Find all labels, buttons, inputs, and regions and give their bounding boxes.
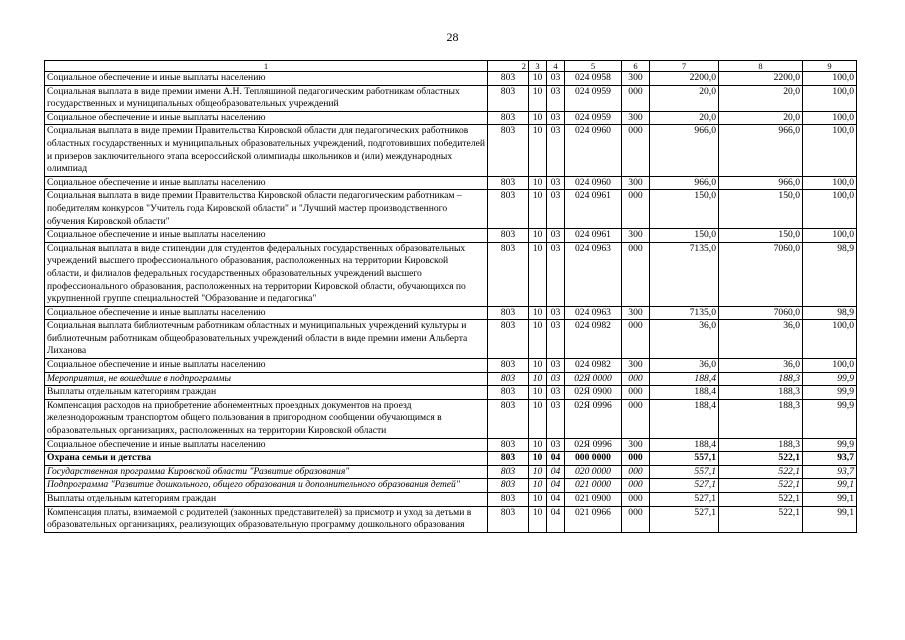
cell-name: Компенсация расходов на приобретение абонементных проездных документов на проезд железнодорожным транспортом общего пользования в пригородном сообщении обучающимся в образовательных организациях, расположенных на территории Кировской области — [45, 399, 488, 438]
cell-rz: 10 — [529, 399, 547, 438]
cell-rz: 10 — [529, 72, 547, 86]
table-row — [45, 506, 857, 532]
cell-percent: 98,9 — [803, 242, 857, 306]
cell-vr: 300 — [622, 176, 650, 190]
table-row — [45, 386, 857, 400]
cell-csr: 021 0900 — [565, 493, 622, 507]
cell-vr: 000 — [622, 190, 650, 229]
cell-percent: 100,0 — [803, 111, 857, 125]
cell-ved: 803 — [488, 242, 529, 306]
cell-rz: 10 — [529, 125, 547, 176]
cell-name: Социальная выплата в виде премии Правительства Кировской области для педагогических работников областных государственных и муниципальных образовательных учреждений, подготовивших победителей и призеров заключительного этапа всероссийской олимпиады школьников и (или) международных олимпиад — [45, 125, 488, 176]
cell-pr: 04 — [547, 493, 565, 507]
cell-percent: 98,9 — [803, 306, 857, 320]
cell-plan: 188,4 — [650, 386, 719, 400]
cell-pr: 03 — [547, 190, 565, 229]
cell-ved: 803 — [488, 85, 529, 111]
table-row — [45, 372, 857, 386]
cell-rz: 10 — [529, 85, 547, 111]
cell-pr: 03 — [547, 399, 565, 438]
cell-csr: 024 0963 — [565, 306, 622, 320]
cell-name: Социальная выплата в виде премии имени А.Н. Тепляшиной педагогическим работникам областных государственных и муниципальных общеобразовательных учреждений — [45, 85, 488, 111]
cell-vr: 300 — [622, 438, 650, 452]
cell-pr: 03 — [547, 111, 565, 125]
cell-plan: 188,4 — [650, 372, 719, 386]
table-row — [45, 359, 857, 373]
cell-fact: 522,1 — [719, 479, 803, 493]
cell-pr: 04 — [547, 465, 565, 479]
cell-vr: 000 — [622, 242, 650, 306]
cell-pr: 03 — [547, 242, 565, 306]
cell-rz: 10 — [529, 506, 547, 532]
cell-csr: 02Я 0000 — [565, 372, 622, 386]
cell-plan: 7135,0 — [650, 242, 719, 306]
cell-vr: 000 — [622, 479, 650, 493]
cell-percent: 99,9 — [803, 386, 857, 400]
cell-vr: 300 — [622, 306, 650, 320]
cell-fact: 966,0 — [719, 176, 803, 190]
header-cell: 4 — [547, 61, 565, 72]
page-number: 28 — [446, 30, 459, 44]
cell-name: Социальное обеспечение и иные выплаты населению — [45, 176, 488, 190]
cell-rz: 10 — [529, 438, 547, 452]
cell-csr: 000 0000 — [565, 452, 622, 466]
cell-pr: 03 — [547, 85, 565, 111]
cell-ved: 803 — [488, 372, 529, 386]
cell-plan: 188,4 — [650, 438, 719, 452]
cell-csr: 020 0000 — [565, 465, 622, 479]
cell-percent: 99,9 — [803, 372, 857, 386]
header-cell: 7 — [650, 61, 719, 72]
cell-plan: 150,0 — [650, 229, 719, 243]
cell-pr: 04 — [547, 479, 565, 493]
cell-pr: 03 — [547, 359, 565, 373]
cell-vr: 300 — [622, 72, 650, 86]
header-cell: 2 — [488, 61, 529, 72]
table-row — [45, 306, 857, 320]
cell-pr: 03 — [547, 72, 565, 86]
cell-pr: 03 — [547, 386, 565, 400]
cell-vr: 000 — [622, 399, 650, 438]
cell-fact: 522,1 — [719, 465, 803, 479]
cell-plan: 20,0 — [650, 111, 719, 125]
cell-csr: 02Я 0900 — [565, 386, 622, 400]
cell-fact: 7060,0 — [719, 306, 803, 320]
cell-pr: 04 — [547, 452, 565, 466]
cell-ved: 803 — [488, 506, 529, 532]
cell-ved: 803 — [488, 320, 529, 359]
cell-plan: 36,0 — [650, 359, 719, 373]
cell-name: Социальная выплата в виде стипендии для студентов федеральных государственных образовательных учреждений высшего профессионального образования, расположенных на территории Кировской области, и филиалов федеральных государственных образовательных учреждений высшего профессионального образования, расположенных на территории Кировской области, обучающихся по укрупненной группе специальностей "Образование и педагогика" — [45, 242, 488, 306]
cell-name: Социальное обеспечение и иные выплаты населению — [45, 229, 488, 243]
cell-csr: 024 0982 — [565, 359, 622, 373]
cell-name: Охрана семьи и детства — [45, 452, 488, 466]
cell-csr: 02Я 0996 — [565, 399, 622, 438]
cell-csr: 02Я 0996 — [565, 438, 622, 452]
cell-pr: 03 — [547, 176, 565, 190]
cell-percent: 93,7 — [803, 465, 857, 479]
table-row — [45, 125, 857, 176]
header-cell: 9 — [803, 61, 857, 72]
cell-fact: 36,0 — [719, 320, 803, 359]
cell-rz: 10 — [529, 242, 547, 306]
cell-rz: 10 — [529, 372, 547, 386]
cell-rz: 10 — [529, 229, 547, 243]
cell-ved: 803 — [488, 359, 529, 373]
cell-rz: 10 — [529, 493, 547, 507]
cell-fact: 188,3 — [719, 399, 803, 438]
cell-fact: 522,1 — [719, 493, 803, 507]
cell-ved: 803 — [488, 190, 529, 229]
cell-percent: 93,7 — [803, 452, 857, 466]
cell-percent: 100,0 — [803, 229, 857, 243]
table-row — [45, 85, 857, 111]
cell-plan: 966,0 — [650, 125, 719, 176]
cell-ved: 803 — [488, 452, 529, 466]
table-row — [45, 465, 857, 479]
cell-rz: 10 — [529, 176, 547, 190]
cell-pr: 03 — [547, 306, 565, 320]
cell-csr: 024 0959 — [565, 111, 622, 125]
cell-ved: 803 — [488, 111, 529, 125]
cell-pr: 03 — [547, 125, 565, 176]
cell-plan: 20,0 — [650, 85, 719, 111]
table-row — [45, 242, 857, 306]
cell-csr: 024 0960 — [565, 125, 622, 176]
cell-plan: 557,1 — [650, 465, 719, 479]
cell-plan: 2200,0 — [650, 72, 719, 86]
header-cell: 6 — [622, 61, 650, 72]
cell-csr: 024 0959 — [565, 85, 622, 111]
cell-percent: 99,1 — [803, 493, 857, 507]
table-row — [45, 399, 857, 438]
cell-pr: 03 — [547, 438, 565, 452]
cell-fact: 522,1 — [719, 506, 803, 532]
cell-plan: 527,1 — [650, 493, 719, 507]
cell-plan: 966,0 — [650, 176, 719, 190]
header-cell: 5 — [565, 61, 622, 72]
cell-name: Компенсация платы, взимаемой с родителей (законных представителей) за присмотр и уход за детьми в образовательных организациях, реализующих образовательную программу дошкольного образования — [45, 506, 488, 532]
cell-percent: 99,9 — [803, 399, 857, 438]
cell-vr: 000 — [622, 465, 650, 479]
cell-rz: 10 — [529, 479, 547, 493]
table-row — [45, 190, 857, 229]
cell-ved: 803 — [488, 229, 529, 243]
header-cell: 8 — [719, 61, 803, 72]
cell-vr: 000 — [622, 320, 650, 359]
cell-plan: 557,1 — [650, 452, 719, 466]
cell-vr: 000 — [622, 386, 650, 400]
cell-ved: 803 — [488, 72, 529, 86]
cell-percent: 99,1 — [803, 479, 857, 493]
cell-fact: 188,3 — [719, 372, 803, 386]
cell-fact: 188,3 — [719, 438, 803, 452]
cell-vr: 300 — [622, 111, 650, 125]
cell-vr: 000 — [622, 452, 650, 466]
cell-percent: 100,0 — [803, 125, 857, 176]
cell-rz: 10 — [529, 386, 547, 400]
cell-vr: 300 — [622, 359, 650, 373]
cell-percent: 100,0 — [803, 320, 857, 359]
cell-ved: 803 — [488, 386, 529, 400]
table-row — [45, 176, 857, 190]
cell-percent: 100,0 — [803, 72, 857, 86]
cell-pr: 04 — [547, 506, 565, 532]
cell-percent: 100,0 — [803, 176, 857, 190]
cell-name: Социальное обеспечение и иные выплаты населению — [45, 306, 488, 320]
cell-name: Социальное обеспечение и иные выплаты населению — [45, 72, 488, 86]
cell-rz: 10 — [529, 190, 547, 229]
cell-ved: 803 — [488, 493, 529, 507]
table-row — [45, 493, 857, 507]
cell-fact: 20,0 — [719, 111, 803, 125]
cell-ved: 803 — [488, 465, 529, 479]
cell-name: Социальная выплата в виде премии Правительства Кировской области педагогическим работникам – победителям конкурсов "Учитель года Кировской области" и "Лучший мастер производственного обучения Кировской области" — [45, 190, 488, 229]
cell-rz: 10 — [529, 452, 547, 466]
cell-csr: 024 0982 — [565, 320, 622, 359]
cell-vr: 000 — [622, 506, 650, 532]
cell-csr: 024 0960 — [565, 176, 622, 190]
cell-name: Мероприятия, не вошедшие в подпрограммы — [45, 372, 488, 386]
cell-csr: 024 0961 — [565, 190, 622, 229]
cell-vr: 000 — [622, 125, 650, 176]
cell-ved: 803 — [488, 306, 529, 320]
cell-vr: 000 — [622, 85, 650, 111]
cell-fact: 7060,0 — [719, 242, 803, 306]
cell-name: Подпрограмма "Развитие дошкольного, общего образования и дополнительного образования детей" — [45, 479, 488, 493]
cell-name: Социальное обеспечение и иные выплаты населению — [45, 438, 488, 452]
cell-fact: 150,0 — [719, 190, 803, 229]
cell-pr: 03 — [547, 372, 565, 386]
cell-plan: 150,0 — [650, 190, 719, 229]
cell-fact: 20,0 — [719, 85, 803, 111]
cell-name: Выплаты отдельным категориям граждан — [45, 493, 488, 507]
table-header-row — [45, 61, 857, 72]
table-row — [45, 229, 857, 243]
cell-plan: 188,4 — [650, 399, 719, 438]
cell-ved: 803 — [488, 176, 529, 190]
table-row — [45, 111, 857, 125]
cell-plan: 36,0 — [650, 320, 719, 359]
cell-fact: 966,0 — [719, 125, 803, 176]
cell-csr: 021 0966 — [565, 506, 622, 532]
cell-plan: 7135,0 — [650, 306, 719, 320]
cell-name: Государственная программа Кировской области "Развитие образования" — [45, 465, 488, 479]
cell-rz: 10 — [529, 111, 547, 125]
cell-pr: 03 — [547, 320, 565, 359]
cell-ved: 803 — [488, 399, 529, 438]
cell-csr: 021 0000 — [565, 479, 622, 493]
cell-percent: 100,0 — [803, 85, 857, 111]
table-body — [45, 61, 857, 533]
cell-vr: 000 — [622, 372, 650, 386]
cell-percent: 99,1 — [803, 506, 857, 532]
header-cell: 3 — [529, 61, 547, 72]
cell-csr: 024 0963 — [565, 242, 622, 306]
table-row — [45, 72, 857, 86]
cell-fact: 188,3 — [719, 386, 803, 400]
cell-vr: 000 — [622, 493, 650, 507]
table-row — [45, 438, 857, 452]
cell-ved: 803 — [488, 125, 529, 176]
cell-csr: 024 0961 — [565, 229, 622, 243]
budget-table — [44, 60, 857, 533]
cell-fact: 150,0 — [719, 229, 803, 243]
table-row — [45, 320, 857, 359]
cell-name: Социальная выплата библиотечным работникам областных и муниципальных учреждений культуры и библиотечным работникам общеобразовательных учреждений области в виде премии имени Альберта Лиханова — [45, 320, 488, 359]
cell-rz: 10 — [529, 320, 547, 359]
cell-vr: 300 — [622, 229, 650, 243]
table-row — [45, 452, 857, 466]
cell-name: Социальное обеспечение и иные выплаты населению — [45, 359, 488, 373]
cell-plan: 527,1 — [650, 506, 719, 532]
cell-name: Социальное обеспечение и иные выплаты населению — [45, 111, 488, 125]
cell-plan: 527,1 — [650, 479, 719, 493]
cell-name: Выплаты отдельным категориям граждан — [45, 386, 488, 400]
table-row — [45, 479, 857, 493]
cell-fact: 2200,0 — [719, 72, 803, 86]
cell-rz: 10 — [529, 306, 547, 320]
cell-percent: 100,0 — [803, 190, 857, 229]
cell-fact: 36,0 — [719, 359, 803, 373]
cell-rz: 10 — [529, 465, 547, 479]
cell-percent: 100,0 — [803, 359, 857, 373]
cell-ved: 803 — [488, 479, 529, 493]
header-cell: 1 — [45, 61, 488, 72]
cell-csr: 024 0958 — [565, 72, 622, 86]
cell-percent: 99,9 — [803, 438, 857, 452]
cell-pr: 03 — [547, 229, 565, 243]
cell-rz: 10 — [529, 359, 547, 373]
cell-fact: 522,1 — [719, 452, 803, 466]
cell-ved: 803 — [488, 438, 529, 452]
